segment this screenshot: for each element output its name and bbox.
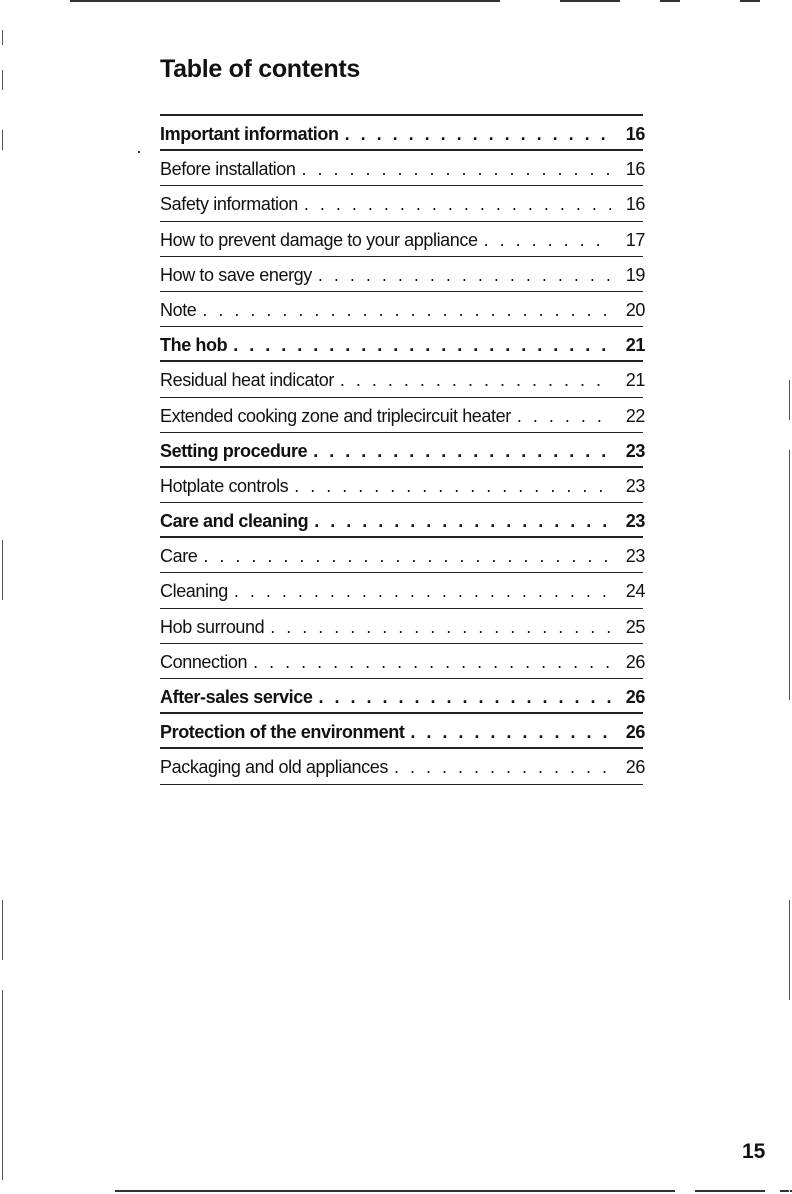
toc-entry-label: After-sales service	[160, 687, 313, 707]
toc-entry-label: How to save energy	[160, 264, 312, 285]
toc-entry	[160, 186, 643, 221]
toc-dot-leader	[319, 687, 611, 708]
toc-dot-leader	[484, 230, 611, 251]
toc-entry	[160, 292, 643, 327]
toc-entry-label: Before installation	[160, 159, 296, 180]
toc-dot-leader	[203, 546, 611, 567]
toc-dot-leader	[394, 757, 611, 778]
toc-entry	[160, 503, 643, 538]
toc-entry	[160, 151, 643, 186]
scan-speck	[138, 151, 140, 153]
toc-entry	[160, 468, 643, 503]
toc-entry	[160, 327, 643, 362]
scan-edge-top	[0, 0, 792, 2]
toc-entry-page: 26	[625, 651, 645, 672]
page-number: 15	[742, 1140, 766, 1163]
toc-entry-label: Care and cleaning	[160, 511, 309, 532]
scan-edge-left	[2, 0, 3, 1194]
toc-entry-page: 17	[625, 229, 645, 250]
toc-entry-label: How to prevent damage to your appliance	[160, 229, 478, 250]
page-title: Table of contents	[160, 55, 361, 83]
toc-entry	[160, 573, 643, 608]
toc-entry	[160, 679, 643, 714]
toc-entry-label: Hotplate controls	[160, 475, 289, 496]
toc-dot-leader	[253, 652, 611, 673]
toc-entry-page: 19	[625, 264, 645, 285]
toc-entry	[160, 116, 643, 151]
toc-entry	[160, 362, 643, 397]
toc-entry-page: 22	[625, 405, 645, 426]
toc-entry-page: 26	[625, 687, 645, 707]
toc-entry-page: 26	[625, 722, 645, 743]
toc-entry-label: Important information	[160, 124, 339, 144]
toc-entry-page: 25	[625, 616, 645, 637]
toc-entry	[160, 644, 643, 679]
toc-dot-leader	[270, 617, 611, 638]
toc-entry-label: Safety information	[160, 194, 298, 215]
scan-edge-bottom	[115, 1190, 792, 1192]
toc-entry-label: Residual heat indicator	[160, 370, 334, 391]
toc-entry-page: 21	[625, 335, 645, 356]
toc-entry-page: 23	[625, 546, 645, 567]
toc-entry-page: 21	[625, 370, 645, 391]
toc-entry-label: Care	[160, 546, 198, 567]
toc-dot-leader	[304, 194, 611, 215]
toc-entry-page: 24	[625, 581, 645, 602]
toc-dot-leader	[313, 441, 611, 462]
toc-entry-page: 16	[625, 194, 645, 215]
toc-entry-label: Protection of the environment	[160, 722, 405, 743]
toc-entry	[160, 749, 643, 784]
toc-dot-leader	[302, 159, 612, 180]
toc-dot-leader	[314, 511, 611, 532]
toc-entry	[160, 222, 643, 257]
toc-dot-leader	[318, 265, 611, 286]
toc-entry-page: 23	[625, 440, 645, 461]
toc-entry	[160, 433, 643, 468]
scan-edge-right	[789, 0, 790, 1194]
toc-entry	[160, 609, 643, 644]
toc-entry-label: Hob surround	[160, 616, 265, 637]
toc-entry-label: Setting procedure	[160, 440, 308, 461]
toc-dot-leader	[517, 406, 611, 427]
toc-entry-label: Cleaning	[160, 581, 228, 602]
toc-entry-page: 16	[625, 159, 645, 180]
toc-entry-label: The hob	[160, 335, 228, 356]
toc-entry-label: Extended cooking zone and triplecircuit heater	[160, 405, 511, 426]
toc-dot-leader	[202, 300, 611, 321]
toc-dot-leader	[233, 335, 611, 356]
toc-entry	[160, 398, 643, 433]
toc-entry	[160, 538, 643, 573]
toc-dot-leader	[340, 370, 611, 391]
toc-entry-label: Connection	[160, 651, 248, 672]
toc-entry-page: 26	[625, 757, 645, 778]
toc-entry	[160, 257, 643, 292]
toc-dot-leader	[294, 476, 611, 497]
table-of-contents	[160, 114, 643, 785]
toc-entry-page: 23	[625, 511, 645, 532]
toc-entry	[160, 714, 643, 749]
toc-entry-page: 16	[625, 124, 645, 144]
toc-entry-label: Note	[160, 299, 197, 320]
toc-dot-leader	[345, 124, 611, 145]
toc-entry-page: 23	[625, 475, 645, 496]
toc-entry-label: Packaging and old appliances	[160, 757, 388, 778]
toc-dot-leader	[410, 722, 611, 743]
toc-dot-leader	[234, 581, 611, 602]
toc-entry-page: 20	[625, 299, 645, 320]
